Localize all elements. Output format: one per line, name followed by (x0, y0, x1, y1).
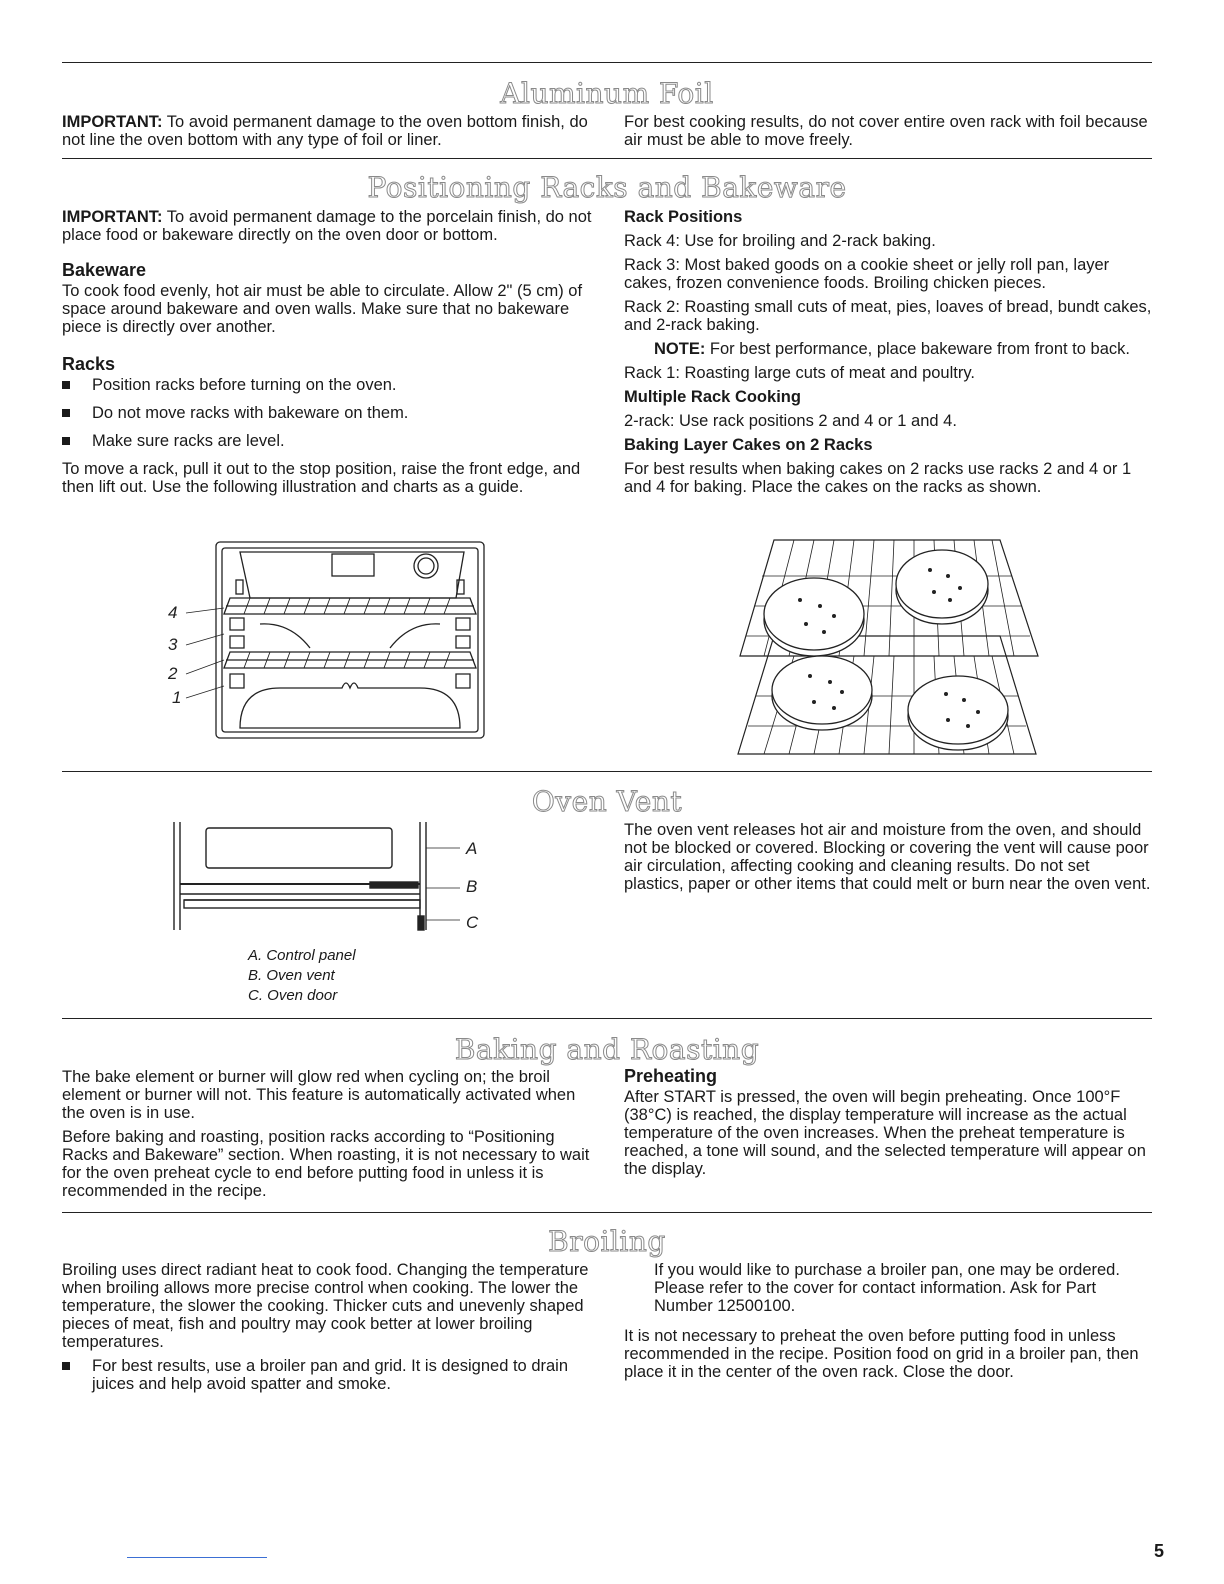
layer-cakes-heading: Baking Layer Cakes on 2 Racks (624, 436, 873, 454)
list-item: Make sure racks are level. (62, 432, 597, 450)
oven-vent-diagram (170, 818, 490, 940)
broiling-bullet-list (62, 1357, 597, 1393)
vent-label: B (466, 877, 478, 896)
baking-right-column: Preheating After START is pressed, the oven will begin preheating. Once 100°F (38°C) is reached, the display temperature will increase as the actual temperature of the oven increases. When the preheat temperature is reached, a tone will sound, and the selected temperature will appear on the display. (624, 1066, 1152, 1184)
section-rule (62, 62, 1152, 63)
list-item: Do not move racks with bakeware on them. (62, 404, 597, 422)
vent-text: The oven vent releases hot air and moisture from the oven, and should not be blocked or covered. Blocking or covering the vent will cause poor air circulation, affecting cooking and cleaning results. Do not set plastics, paper or other items that could melt or burn near the oven vent. (624, 821, 1151, 893)
preheating-heading: Preheating (624, 1066, 718, 1086)
bakeware-text: To cook food evenly, hot air must be able to circulate. Allow 2" (5 cm) of space around bakeware and oven walls. Make sure that no bakeware piece is directly over another. (62, 282, 583, 336)
note: NOTE: For best performance, place bakeware from front to back. (654, 340, 1130, 358)
foil-left-text: IMPORTANT: To avoid permanent damage to the oven bottom finish, do not line the oven bottom with any type of foil or liner. (62, 113, 588, 149)
oven-rack-illustration (160, 538, 490, 744)
broiling-left-column: Broiling uses direct radiant heat to cook food. Changing the temperature when broiling allows more precise control when cooking. The lower the temperature, the slower the cooking. Thicker cuts and unevenly shaped pieces of meat, fish and poultry may cook better at lower broiling temperatures. For best results, use a broiler pan and grid. It is designed to drain juices and help avoid spatter and smoke. (62, 1261, 597, 1403)
section-rule (62, 771, 1152, 772)
list-item: For best results, use a broiler pan and grid. It is designed to drain juices and help avoid spatter and smoke. (62, 1357, 597, 1393)
footer-link-underline (127, 1557, 267, 1558)
layer-cakes-illustration (734, 536, 1040, 758)
section-rule (62, 158, 1152, 159)
rack-label: 1 (172, 688, 182, 707)
broiling-right-column: If you would like to purchase a broiler pan, one may be ordered. Please refer to the cover for contact information. Ask for Part Number 12500100. It is not necessary to preheat the oven before putting food in unless recommended in the recipe. Position food on grid in a broiler pan, then place it in the center of the oven rack. Close the door. (624, 1261, 1139, 1381)
important-note: IMPORTANT: To avoid permanent damage to the porcelain finish, do not place food or bakeware directly on the oven door or bottom. (62, 208, 592, 244)
section-title-baking-roasting: Baking and Roasting (454, 1033, 760, 1066)
racks-bullet-list (62, 376, 597, 450)
section-title-broiling: Broiling (548, 1225, 666, 1258)
baking-left-column: The bake element or burner will glow red when cycling on; the broil element or burner will not. This feature is automatically activated when the oven is in use. Before baking and roasting, position racks according to “Positioning Racks and Bakeware” section. When roasting, it is not necessary to wait for the oven preheat cycle to end before putting food in unless it is recommended in the recipe. (62, 1068, 590, 1200)
rack-label: 2 (168, 664, 178, 683)
rack-label: 4 (168, 603, 178, 622)
bakeware-heading: Bakeware (62, 260, 147, 280)
racks-right-column: Rack Positions Rack 4: Use for broiling and 2-rack baking. Rack 3: Most baked goods on a cookie sheet or jelly roll pan, layer cakes, frozen convenience foods. Broiling chicken pieces. Rack 2: Roasting small cuts of meat, pies, loaves of bread, bundt cakes, and 2-rack baking. NOTE: For best performance, place bakeware from front to back. Rack 1: Roasting large cuts of meat and poultry. Multiple Rack Cooking 2-rack: Use rack positions 2 and 4 or 1 and 4. Baking Layer Cakes on 2 Racks For best results when baking cakes on 2 racks use racks 2 and 4 or 1 and 4 for baking. Place the cakes on the racks as shown. (624, 208, 1152, 496)
move-rack-text: To move a rack, pull it out to the stop position, raise the front edge, and then lift out. Use the following illustration and charts as a guide. (62, 460, 581, 496)
section-rule (62, 1212, 1152, 1213)
foil-right-text: For best cooking results, do not cover entire oven rack with foil because air must be able to move freely. (624, 113, 1148, 149)
racks-heading: Racks (62, 354, 116, 374)
page-number: 5 (1153, 1541, 1164, 1561)
section-title-oven-vent: Oven Vent (531, 785, 683, 818)
section-rule (62, 1018, 1152, 1019)
vent-label: A (466, 839, 478, 858)
section-title-positioning-racks: Positioning Racks and Bakeware (367, 171, 847, 204)
rack-positions-heading: Rack Positions (624, 208, 743, 226)
racks-left-column (62, 208, 597, 502)
multiple-rack-heading: Multiple Rack Cooking (624, 388, 801, 406)
section-title-aluminum-foil: Aluminum Foil (500, 77, 714, 110)
rack-label: 3 (168, 635, 178, 654)
list-item: Position racks before turning on the oven. (62, 376, 597, 394)
vent-captions: A. Control panel B. Oven vent C. Oven door (248, 947, 356, 1004)
vent-label: C (466, 913, 479, 932)
